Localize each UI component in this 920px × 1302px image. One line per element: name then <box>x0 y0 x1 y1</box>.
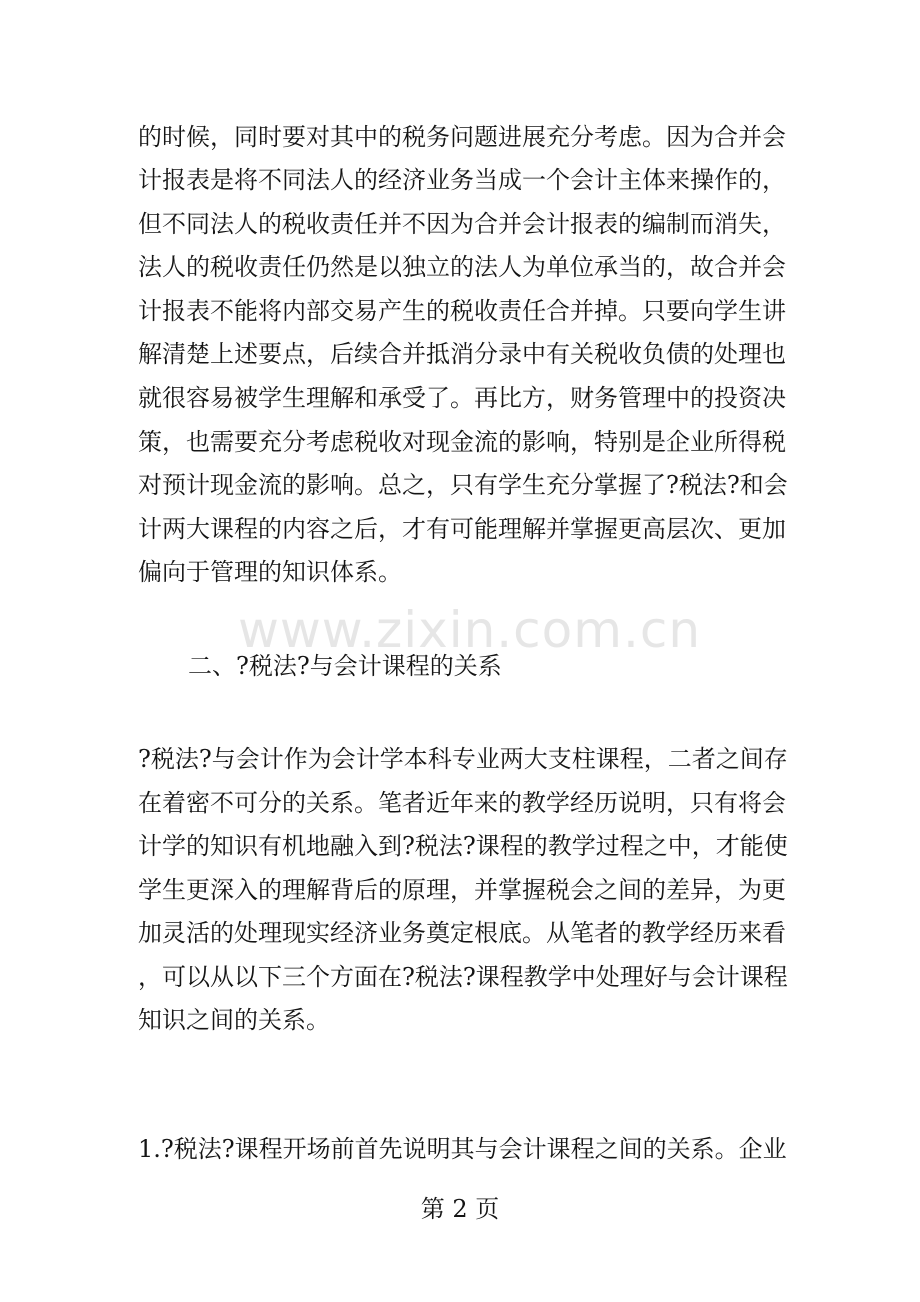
paragraph-line: 解清楚上述要点，后续合并抵消分录中有关税收负债的处理也 <box>138 340 786 368</box>
paragraph-line: 计报表不能将内部交易产生的税收责任合并掉。只要向学生讲 <box>138 297 786 325</box>
page-number: 第 2 页 <box>420 1195 500 1223</box>
paragraph-line: 偏向于管理的知识体系。 <box>138 558 402 586</box>
paragraph-line: 的时候，同时要对其中的税务问题进展充分考虑。因为合并会 <box>138 123 786 151</box>
paragraph-line: 1.?税法?课程开场前首先说明其与会计课程之间的关系。企业 <box>138 1135 787 1163</box>
watermark: www.zixin.com.cn <box>238 601 702 659</box>
paragraph-line: 计两大课程的内容之后，才有可能理解并掌握更高层次、更加 <box>138 515 786 543</box>
paragraph-line: 学生更深入的理解背后的原理，并掌握税会之间的差异，为更 <box>138 876 786 904</box>
paragraph-line: 但不同法人的税收责任并不因为合并会计报表的编制而消失， <box>138 210 786 238</box>
paragraph-line: ，可以从以下三个方面在?税法?课程教学中处理好与会计课程 <box>138 963 788 991</box>
paragraph-line: 就很容易被学生理解和承受了。再比方，财务管理中的投资决 <box>138 384 786 412</box>
paragraph-line: 计学的知识有机地融入到?税法?课程的教学过程之中，才能使 <box>138 832 788 860</box>
paragraph-line: 知识之间的关系。 <box>138 1006 330 1034</box>
paragraph-line: 计报表是将不同法人的经济业务当成一个会计主体来操作的， <box>138 166 786 194</box>
paragraph-line: ?税法?与会计作为会计学本科专业两大支柱课程，二者之间存 <box>138 745 788 773</box>
paragraph-line: 策，也需要充分考虑税收对现金流的影响，特别是企业所得税 <box>138 428 786 456</box>
paragraph-line: 法人的税收责任仍然是以独立的法人为单位承当的，故合并会 <box>138 253 786 281</box>
paragraph-line: 在着密不可分的关系。笔者近年来的教学经历说明，只有将会 <box>138 789 786 817</box>
paragraph-line: 对预计现金流的影响。总之，只有学生充分掌握了?税法?和会 <box>138 471 788 499</box>
paragraph-line: 加灵活的处理现实经济业务奠定根底。从笔者的教学经历来看 <box>138 919 786 947</box>
section-heading: 二、?税法?与会计课程的关系 <box>188 652 502 680</box>
